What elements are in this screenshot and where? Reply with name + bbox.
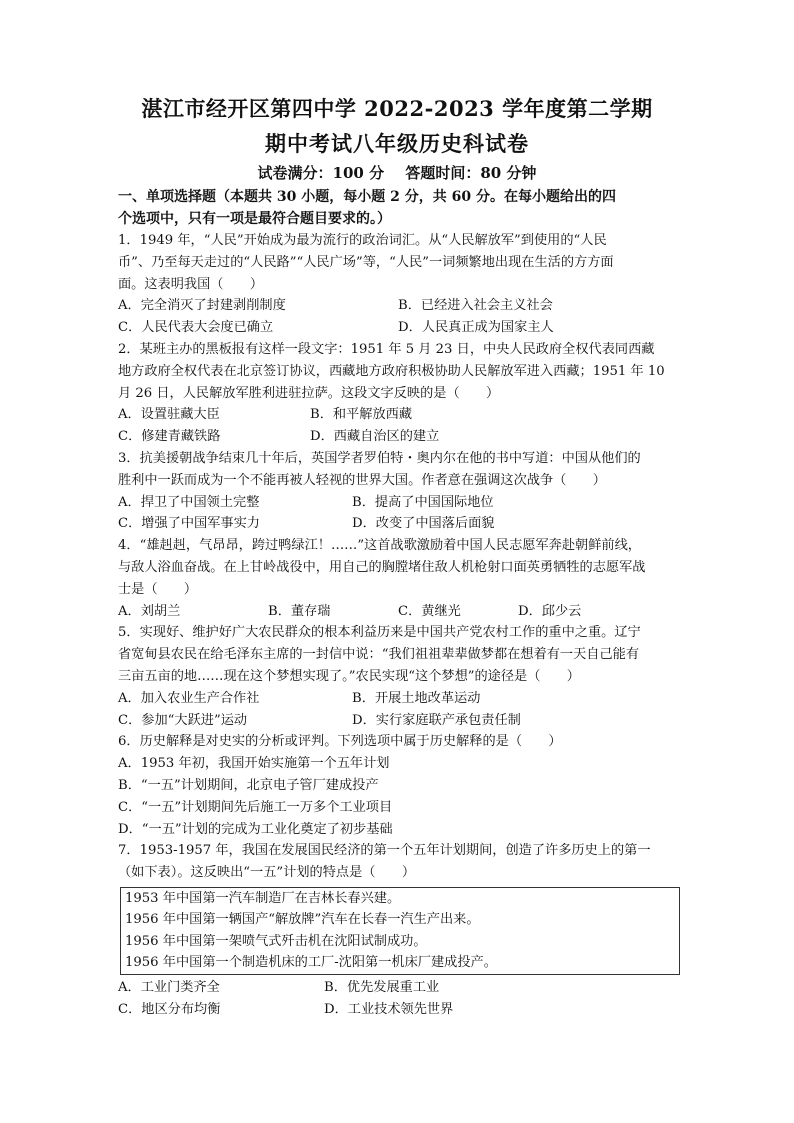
question-text: 5．实现好、维护好广大农民群众的根本利益历来是中国共产党农村工作的重中之重。辽宁 <box>118 625 641 641</box>
option-a[interactable]: A．加入农业生产合作社 <box>118 690 260 706</box>
question-6 <box>118 731 678 840</box>
question-7 <box>118 840 678 1020</box>
full-score: 试卷满分：100 分 <box>257 164 385 182</box>
option-a[interactable]: A．捍卫了中国领土完整 <box>118 494 260 510</box>
option-b[interactable]: B．“一五”计划期间，北京电子管厂建成投产 <box>118 777 379 793</box>
question-1 <box>118 230 678 339</box>
option-d[interactable]: D．工业技术领先世界 <box>324 1001 454 1017</box>
option-b[interactable]: B．董存瑞 <box>268 603 331 619</box>
option-b[interactable]: B．提高了中国国际地位 <box>352 494 494 510</box>
question-text: 1．1949 年，“人民”开始成为最为流行的政治词汇。从“人民解放军”到使用的“人民 <box>118 233 607 248</box>
option-row <box>118 710 678 732</box>
question-text: 月 26 日，人民解放军胜利进驻拉萨。这段文字反映的是（ ） <box>118 385 500 401</box>
question-text: 3．抗美援朝战争结束几十年后，英国学者罗伯特・奥内尔在他的书中写道：中国从他们的 <box>118 450 641 466</box>
table-row: 1953 年中国第一汽车制造厂在吉林长春兴建。 <box>125 890 401 906</box>
option-d[interactable]: D．西藏自治区的建立 <box>310 429 440 445</box>
question-3 <box>118 448 678 535</box>
question-text: 2．某班主办的黑板报有这样一段文字：1951 年 5 月 23 日，中央人民政府全权代表同西藏 <box>118 341 655 357</box>
option-c[interactable]: C．地区分布均衡 <box>118 1001 221 1017</box>
firsts-table <box>120 887 680 975</box>
exam-meta <box>0 162 794 183</box>
option-row <box>118 688 678 710</box>
exam-body <box>118 186 678 1021</box>
question-text: 胜利中一跃而成为一个不能再被人轻视的世界大国。作者意在强调这次战争（ ） <box>118 472 606 488</box>
section-heading-line2: 个选项中，只有一项是最符合题目要求的。） <box>118 211 391 227</box>
exam-title-line2: 期中考试八年级历史科试卷 <box>265 131 529 156</box>
option-c[interactable]: C．增强了中国军事实力 <box>118 516 260 532</box>
question-text: 士是（ ） <box>118 581 198 597</box>
question-text: （如下表）。这反映出“一五”计划的特点是（ ） <box>118 865 416 881</box>
option-a[interactable]: A．1953 年初，我国开始实施第一个五年计划 <box>118 756 390 772</box>
question-text: 面。这表明我国（ ） <box>118 276 264 292</box>
option-c[interactable]: C．修建青藏铁路 <box>118 429 221 445</box>
question-text: 与敌人浴血奋战。在上甘岭战役中，用自己的胸膛堵住敌人机枪射口面英勇牺牲的志愿军战 <box>118 559 646 575</box>
question-text: 三亩五亩的地……现在这个梦想实现了。”农民实现“这个梦想”的途径是（ ） <box>118 668 580 684</box>
question-text: 7．1953-1957 年，我国在发展国民经济的第一个五年计划期间，创造了许多历史上的第一 <box>118 843 651 859</box>
option-c[interactable]: C．黄继光 <box>398 603 461 619</box>
option-a[interactable]: A．完全消灭了封建剥削制度 <box>118 298 286 314</box>
option-row <box>118 999 678 1021</box>
question-text: 6．历史解释是对史实的分析或评判。下列选项中属于历史解释的是（ ） <box>118 734 562 750</box>
option-b[interactable]: B．已经进入社会主义社会 <box>398 298 553 314</box>
question-5 <box>118 622 678 731</box>
option-c[interactable]: C．人民代表大会度已确立 <box>118 320 274 336</box>
exam-title-line1: 湛江市经开区第四中学 2022-2023 学年度第二学期 <box>141 96 653 121</box>
option-c[interactable]: C．参加“大跃进”运动 <box>118 712 248 728</box>
option-d[interactable]: D．邱少云 <box>518 603 582 619</box>
question-text: 币”、乃至每天走过的“人民路”“人民广场”等，“人民”一词频繁地出现在生活的方方面 <box>118 254 614 270</box>
option-a[interactable]: A．设置驻藏大臣 <box>118 407 220 423</box>
option-d[interactable]: D．改变了中国落后面貌 <box>352 516 495 532</box>
question-text: 省宽甸县农民在给毛泽东主席的一封信中说：“我们祖祖辈辈做梦都在想着有一天自己能有 <box>118 647 640 663</box>
question-text: 地方政府全权代表在北京签订协议，西藏地方政府积极协助人民解放军进入西藏；1951 年 10 <box>118 363 665 379</box>
option-c[interactable]: C．“一五”计划期间先后施工一万多个工业项目 <box>118 799 393 815</box>
option-d[interactable]: D．实行家庭联产承包责任制 <box>352 712 521 728</box>
option-a[interactable]: A．工业门类齐全 <box>118 979 220 995</box>
option-row <box>118 977 678 999</box>
question-text: 4．“雄赳赳，气昂昂，跨过鸭绿江！……”这首战歌激励着中国人民志愿军奔赴朝鲜前线， <box>118 538 641 554</box>
option-row <box>118 513 678 535</box>
option-d[interactable]: D．“一五”计划的完成为工业化奠定了初步基础 <box>118 821 393 837</box>
exam-time: 答题时间：80 分钟 <box>405 164 537 182</box>
option-row <box>118 492 678 514</box>
option-row <box>118 601 678 623</box>
option-b[interactable]: B．和平解放西藏 <box>310 407 413 423</box>
option-row <box>118 426 678 448</box>
table-row: 1956 年中国第一个制造机床的工厂-沈阳第一机床厂建成投产。 <box>125 955 497 971</box>
table-row: 1956 年中国第一架喷气式歼击机在沈阳试制成功。 <box>125 933 427 949</box>
table-row: 1956 年中国第一辆国产“解放牌”汽车在长春一汽生产出来。 <box>125 912 480 928</box>
option-d[interactable]: D．人民真正成为国家主人 <box>398 320 554 336</box>
option-a[interactable]: A．刘胡兰 <box>118 603 181 619</box>
option-b[interactable]: B．优先发展重工业 <box>324 979 440 995</box>
question-2 <box>118 339 678 448</box>
option-b[interactable]: B．开展土地改革运动 <box>352 690 481 706</box>
option-row <box>118 295 678 317</box>
question-4 <box>118 535 678 622</box>
section-heading-line1: 一、单项选择题（本题共 30 小题，每小题 2 分，共 60 分。在每小题给出的四 <box>118 189 616 205</box>
option-row <box>118 317 678 339</box>
option-row <box>118 404 678 426</box>
